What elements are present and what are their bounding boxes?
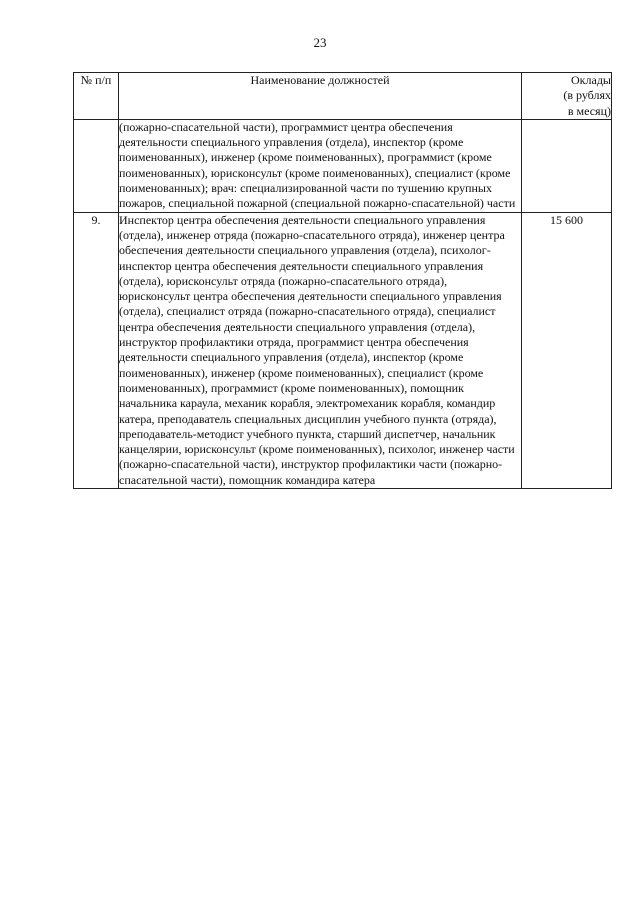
header-position-name: Наименование должностей	[119, 73, 522, 120]
row-salary	[522, 119, 612, 212]
table-header-row	[74, 73, 612, 120]
row-position-names: (пожарно-спасательной части), программист центра обеспечения деятельности специального управления (отдела), инспектор (кроме поименованных), инженер (кроме поименованных), программист (кроме поименованных), юрисконсульт (кроме поименованных), специалист (кроме поименованных); врач: специализированной части по тушению крупных пожаров, специальной пожарной (специальной пожарно-спасательной) части	[119, 119, 522, 212]
page-number: 23	[313, 35, 327, 50]
header-salary	[522, 73, 612, 120]
header-number: № п/п	[74, 73, 119, 120]
row-position-names: Инспектор центра обеспечения деятельности специального управления (отдела), инженер отряда (пожарно-спасательного отряда), инженер центра обеспечения деятельности специального управления (отдела), психолог-инспектор центра обеспечения деятельности специального управления (отдела), юрисконсульт отряда (пожарно-спасательного отряда), юрисконсульт центра обеспечения деятельности специального управления (отдела), специалист отряда (пожарно-спасательного отряда), специалист центра обеспечения деятельности специального управления (отдела), инструктор профилактики отряда, программист центра обеспечения деятельности специального управления (отдела), инспектор (кроме поименованных), инженер (кроме поименованных), специалист (кроме поименованных), программист (кроме поименованных), помощник начальника караула, механик корабля, электромеханик корабля, командир катера, преподаватель специальных дисциплин учебного пункта (отряда), преподаватель-методист учебного пункта, старший диспетчер, начальник канцелярии, юрисконсульт (кроме поименованных), психолог, инженер части (пожарно-спасательной части), инструктор профилактики части (пожарно-спасательной части), помощник командира катера	[119, 212, 522, 488]
row-number: 9.	[74, 212, 119, 488]
row-number	[74, 119, 119, 212]
salary-table	[73, 72, 612, 489]
row-salary: 15 600	[522, 212, 612, 488]
table-row	[74, 212, 612, 488]
table-row	[74, 119, 612, 212]
header-salary-text: Оклады (в рублях в месяц)	[563, 73, 611, 118]
